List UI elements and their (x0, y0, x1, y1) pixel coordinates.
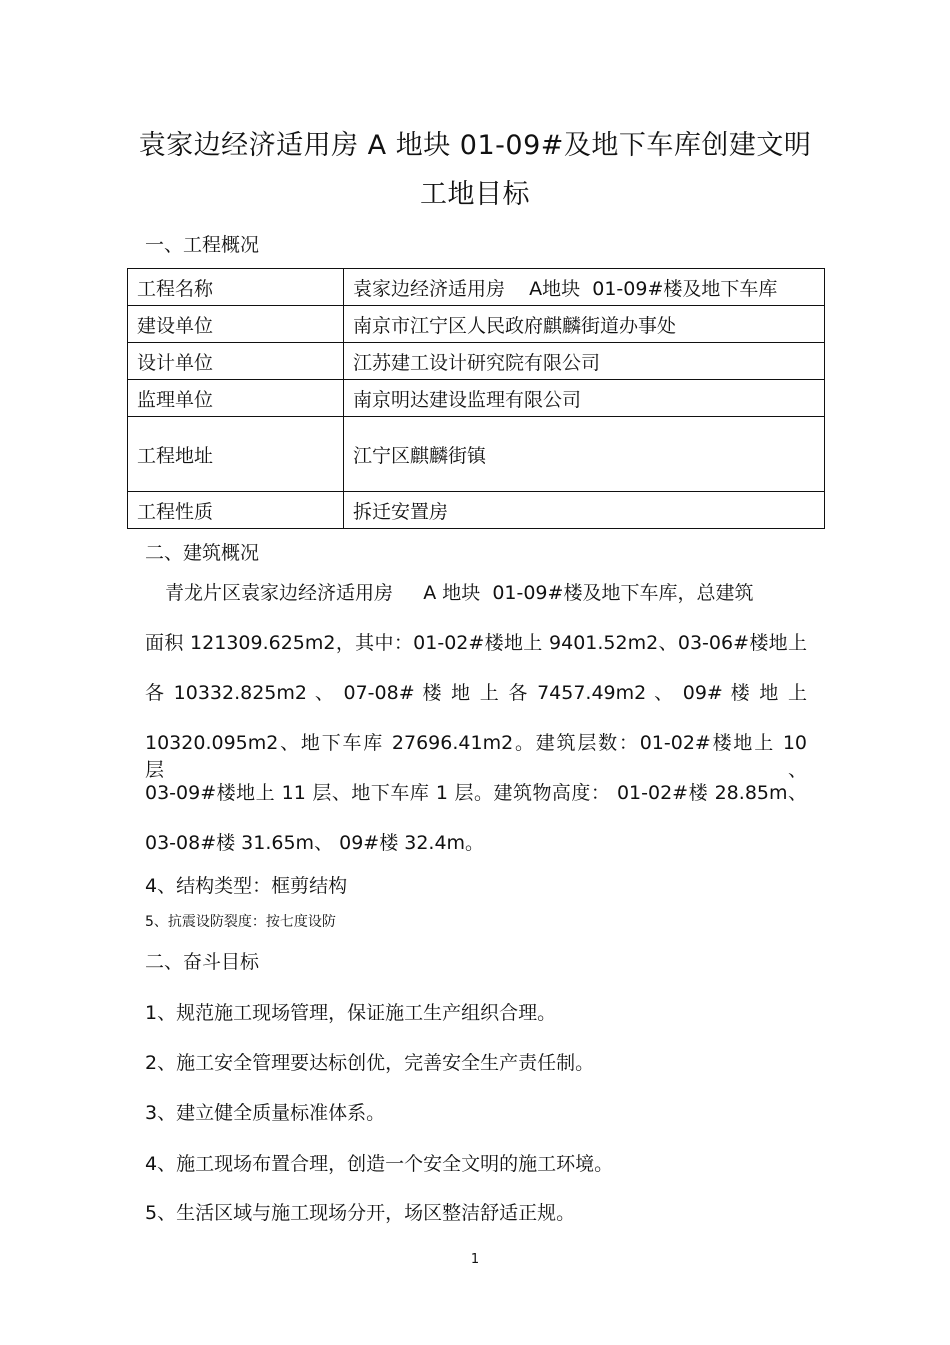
table-value: 南京明达建设监理有限公司 (344, 380, 825, 417)
goal-item: 3、建立健全质量标准体系。 (145, 1102, 386, 1124)
table-row (128, 417, 825, 492)
doc-title-line1: 袁家边经济适用房 A 地块 01-09#及地下车库创建文明 (138, 130, 812, 161)
overview-line: 03-09#楼地上 11 层、地下车库 1 层。建筑物高度： 01-02#楼 28.85m、 (145, 782, 807, 804)
goal-item: 1、规范施工现场管理，保证施工生产组织合理。 (145, 1002, 557, 1024)
section1-heading: 一、工程概况 (145, 234, 260, 256)
table-key: 监理单位 (128, 380, 344, 417)
table-key: 工程性质 (128, 492, 344, 529)
table-key: 设计单位 (128, 343, 344, 380)
table-row (128, 492, 825, 529)
goal-item: 5、生活区域与施工现场分开，场区整洁舒适正规。 (145, 1202, 576, 1224)
overview-line: 各 10332.825m2 、 07-08# 楼 地 上 各 7457.49m2 、 09# 楼 地 上 (145, 682, 807, 704)
table-key: 工程地址 (128, 417, 344, 492)
table-row (128, 380, 825, 417)
table-value: 江苏建工设计研究院有限公司 (344, 343, 825, 380)
overview-line: 青龙片区袁家边经济适用房 A 地块 01-09#楼及地下车库，总建筑 (165, 582, 754, 604)
section3-heading: 二、奋斗目标 (145, 951, 260, 973)
overview-line: 03-08#楼 31.65m、 09#楼 32.4m。 (145, 832, 485, 854)
page-number: 1 (470, 1252, 480, 1267)
table-key: 工程名称 (128, 269, 344, 306)
table-row (128, 306, 825, 343)
seismic-level: 5、抗震设防裂度：按七度设防 (145, 914, 336, 930)
project-info-table (127, 268, 825, 529)
table-value: 拆迁安置房 (344, 492, 825, 529)
table-value: 江宁区麒麟街镇 (344, 417, 825, 492)
overview-line: 10320.095m2、地下车库 27696.41m2。建筑层数：01-02#楼地上 10 层、 (145, 732, 807, 781)
goal-item: 4、施工现场布置合理，创造一个安全文明的施工环境。 (145, 1153, 614, 1175)
table-value: 南京市江宁区人民政府麒麟街道办事处 (344, 306, 825, 343)
table-key: 建设单位 (128, 306, 344, 343)
section2-heading: 二、建筑概况 (145, 542, 260, 564)
doc-title-line2: 工地目标 (420, 179, 530, 210)
overview-line: 面积 121309.625m2，其中：01-02#楼地上 9401.52m2、03-06#楼地上 (145, 632, 807, 654)
table-value: 袁家边经济适用房 A地块 01-09#楼及地下车库 (344, 269, 825, 306)
table-row (128, 269, 825, 306)
table-row (128, 343, 825, 380)
goal-item: 2、施工安全管理要达标创优，完善安全生产责任制。 (145, 1052, 595, 1074)
structure-type: 4、结构类型：框剪结构 (145, 875, 348, 897)
